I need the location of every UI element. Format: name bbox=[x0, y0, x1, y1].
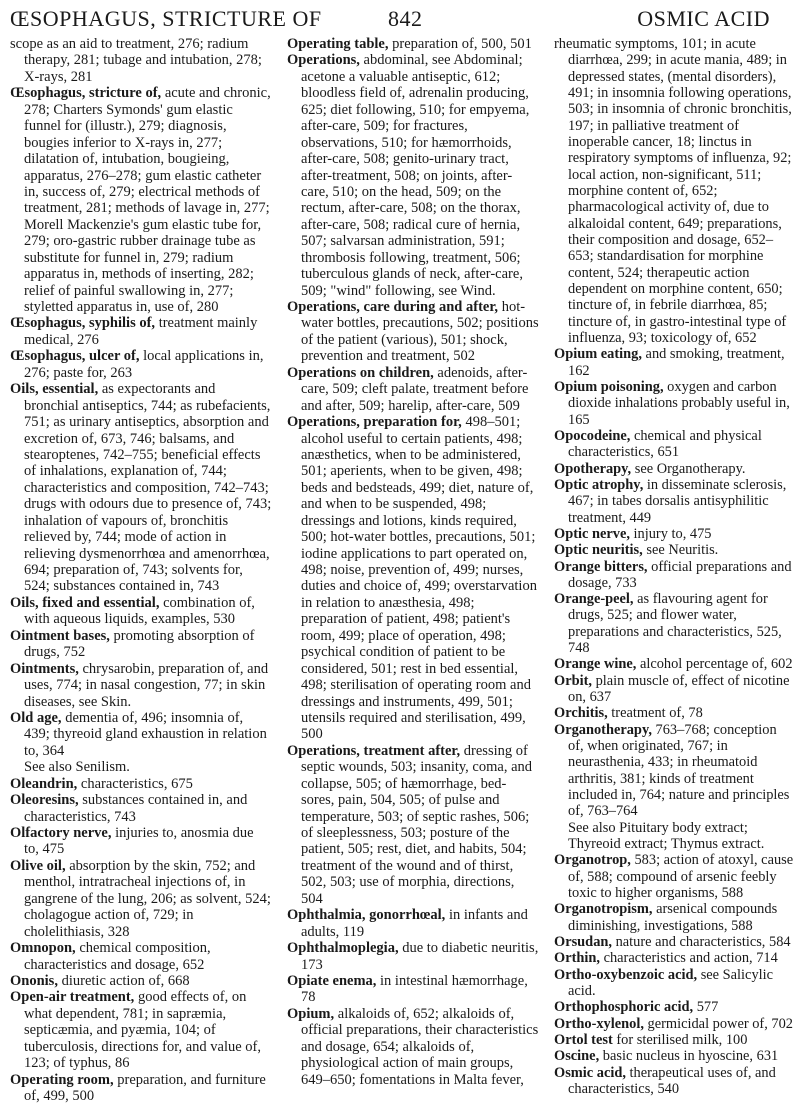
index-headword: Ortol test bbox=[554, 1032, 613, 1049]
index-entry-text: hot-water bottles, precautions, 502; positions of the patient (various), 501; shock, prevention and treatment, 502 bbox=[301, 299, 539, 365]
index-entry bbox=[554, 656, 794, 672]
index-headword: Ortho-oxybenzoic acid, bbox=[554, 966, 698, 983]
index-headword: Operations on children, bbox=[287, 364, 434, 381]
index-entry-text: basic nucleus in hyoscine, 631 bbox=[599, 1048, 779, 1065]
index-entry bbox=[10, 792, 272, 825]
index-headword: Œsophagus, syphilis of, bbox=[10, 315, 156, 332]
index-entry bbox=[287, 365, 539, 414]
index-headword: Operations, bbox=[287, 52, 360, 69]
index-entry-text: treatment of, 78 bbox=[607, 705, 703, 722]
index-entry bbox=[554, 934, 794, 950]
index-entry bbox=[287, 1006, 539, 1088]
index-entry bbox=[554, 1065, 794, 1098]
index-entry-text: injury to, 475 bbox=[629, 525, 712, 542]
index-entry bbox=[10, 661, 272, 710]
index-entry-text: good effects of, on what dependent, 781; in sapræmia, septicæmia, and pyæmia, 104; of tuberculosis, directions for, and value of, 123; of typhus, 86 bbox=[24, 989, 261, 1072]
index-entry-text: diuretic action of, 668 bbox=[57, 972, 190, 989]
index-entry-text: injuries to, anosmia due to, 475 bbox=[24, 825, 254, 858]
index-entry bbox=[10, 348, 272, 381]
index-headword: Œsophagus, stricture of, bbox=[10, 85, 162, 102]
index-headword: Organotropism, bbox=[554, 901, 653, 918]
index-headword: Opocodeine, bbox=[554, 427, 631, 444]
index-entry-text: and smoking, treatment, 162 bbox=[568, 346, 785, 379]
index-entry bbox=[554, 477, 794, 526]
index-headword: Olfactory nerve, bbox=[10, 825, 112, 841]
index-entry bbox=[287, 973, 539, 1006]
index-column-2 bbox=[287, 36, 539, 1088]
index-entry-text: in disseminate sclerosis, 467; in tabes dorsalis antisyphilitic treatment, 449 bbox=[568, 476, 787, 526]
index-entry bbox=[10, 315, 272, 348]
index-entry-text: local applications in, 276; paste for, 263 bbox=[24, 348, 264, 381]
index-entry-text: chemical and physical characteristics, 651 bbox=[568, 427, 762, 461]
index-headword: Operating table, bbox=[287, 36, 389, 52]
index-headword: Opium, bbox=[287, 1005, 335, 1022]
index-entry-text: 498–501; alcohol useful to certain patients, 498; anæsthetics, when to be administered, 501; aperients, when to be given, 498; beds and bedsteads, 499; diet, nature of, and when to be suspended, 498; dressings and lotions, kinds required, 500; hot-water bottles, precautions, 501; iodine applications to part operated on, 498; noise, prevention of, 499; nurses, duties and choice of, 499; overstarvation in relation to anæsthesia, 498; preparation of patient, 498; patient's room, 499; place of operation, 498; psychical condition of patient to be considered, 501; rest in bed essential, 498; sterilisation of operating room and dressings and instruments, 499, 501; utensils required and sterilisation, 499, 500 bbox=[301, 414, 537, 743]
index-entry-text: see Neuritis. bbox=[642, 542, 719, 559]
index-entry bbox=[10, 595, 272, 628]
index-headword: Organotrop, bbox=[554, 852, 631, 869]
index-headword: Operating room, bbox=[10, 1071, 114, 1088]
index-entry bbox=[10, 1072, 272, 1105]
index-entry bbox=[554, 428, 794, 461]
index-entry-text: characteristics, 675 bbox=[77, 775, 193, 792]
index-entry bbox=[10, 381, 272, 595]
index-headword: Orchitis, bbox=[554, 705, 608, 722]
index-entry bbox=[10, 776, 272, 792]
index-entry bbox=[554, 967, 794, 1000]
index-entry-text: plain muscle of, effect of nicotine on, 637 bbox=[568, 672, 790, 706]
index-headword: Orsudan, bbox=[554, 934, 612, 951]
index-entry-text: 577 bbox=[693, 999, 719, 1016]
index-headword: Ointments, bbox=[10, 660, 79, 677]
index-entry bbox=[10, 36, 272, 85]
index-entry-text: for sterilised milk, 100 bbox=[612, 1032, 748, 1049]
index-headword: Ononis, bbox=[10, 972, 58, 989]
index-entry-text: see Salicylic acid. bbox=[568, 966, 774, 1000]
index-entry bbox=[10, 85, 272, 315]
index-headword: Operations, treatment after, bbox=[287, 742, 461, 759]
index-entry-text: as flavouring agent for drugs, 525; and flower water, preparations and characteristics, 525, 748 bbox=[568, 591, 782, 657]
index-headword: Orthophosphoric acid, bbox=[554, 999, 694, 1016]
page-number: 842 bbox=[388, 6, 423, 31]
index-entry-text: alcohol percentage of, 602 bbox=[636, 656, 793, 673]
index-headword: Ophthalmia, gonorrhœal, bbox=[287, 907, 446, 924]
index-entry bbox=[554, 705, 794, 721]
index-entry-text: dressing of septic wounds, 503; insanity, coma, and collapse, 505; of hæmorrhage, bed-sores, pain, 504, 505; of pulse and temperature, 503; of septic rashes, 506; of sleeplessness, 503; posture of the patient, 505; rest, diet, and habits, 504; treatment of the wound and of thirst, 502, 503; use of morphia, directions, 504 bbox=[301, 742, 533, 907]
index-entry bbox=[554, 1048, 794, 1064]
index-entry-text: dementia of, 496; insomnia of, 439; thyreoid gland exhaustion in relation to, 364 See also Senilism. bbox=[24, 709, 267, 776]
index-entry bbox=[287, 743, 539, 907]
index-entry-text: absorption by the skin, 752; and menthol, intratracheal injections of, in gangrene of the lung, 206; as solvent, 524; cholagogue action of, 729; in cholelithiasis, 328 bbox=[24, 857, 271, 940]
index-entry-text: characteristics and action, 714 bbox=[599, 950, 778, 967]
index-entry bbox=[554, 852, 794, 901]
index-entry-text: treatment mainly medical, 276 bbox=[24, 315, 258, 348]
index-entry bbox=[554, 673, 794, 706]
index-column-3 bbox=[554, 36, 794, 1097]
index-headword: Œsophagus, ulcer of, bbox=[10, 348, 140, 365]
index-headword: Optic nerve, bbox=[554, 525, 630, 542]
index-headword: Olive oil, bbox=[10, 857, 66, 874]
index-headword: Oils, fixed and essential, bbox=[10, 594, 160, 611]
index-headword: Ophthalmoplegia, bbox=[287, 940, 399, 957]
index-headword: Ortho-xylenol, bbox=[554, 1015, 644, 1032]
index-entry-text: as expectorants and bronchial antiseptics, 744; as rubefacients, 751; as urinary antiseptics, absorption and excretion of, 673, 746; balsams, and stearoptenes, 742–755; beneficial effects of inhalations, explanation of, 744; characteristics and composition, 742–743; drugs with odours due to presence of, 743; inhalation of vapours of, bronchitis relieved by, 744; mode of action in relieving dysmenorrhœa and amenorrhœa, 694; preparation of, 743; solvents for, 524; substances contained in, 743 bbox=[24, 381, 272, 595]
index-entry-text: arsenical compounds diminishing, investigations, 588 bbox=[568, 901, 778, 934]
index-entry bbox=[554, 526, 794, 542]
index-entry bbox=[554, 379, 794, 428]
running-head-left: ŒSOPHAGUS, STRICTURE OF bbox=[10, 6, 322, 31]
index-headword: Operations, care during and after, bbox=[287, 299, 499, 315]
running-head-right: OSMIC ACID bbox=[637, 6, 770, 31]
index-entry bbox=[10, 989, 272, 1071]
index-headword: Operations, preparation for, bbox=[287, 414, 462, 431]
index-headword: Open-air treatment, bbox=[10, 989, 135, 1006]
index-entry bbox=[287, 907, 539, 940]
index-entry-text: alkaloids of, 652; alkaloids of, official preparations, their characteristics and dosage, 654; alkaloids of, physiological action of main groups, 649–650; fomentations in Malta fever, bbox=[301, 1005, 539, 1088]
index-headword: Orthin, bbox=[554, 950, 600, 967]
index-entry-text: in infants and adults, 119 bbox=[301, 907, 528, 940]
index-headword: Oscine, bbox=[554, 1048, 600, 1065]
index-headword: Opium eating, bbox=[554, 346, 642, 363]
index-entry bbox=[554, 36, 794, 346]
index-entry-text: abdominal, see Abdominal; acetone a valuable antiseptic, 612; bloodless field of, adrenalin producing, 625; diet following, 510; for empyema, after-care, 509; for fractures, observations, 510; for hæmorrhoids, after-care, 508; genito-urinary tract, after-treatment, 508; on joints, after-care, 510; on the head, 509; on the rectum, after-care, 508; on the thorax, after-care, 508; radical cure of hernia, 507; salvarsan administration, 591; thrombosis following, treatment, 506; tuberculous glands of neck, after-care, 509; "wind" following, see Wind. bbox=[301, 52, 530, 299]
index-entry bbox=[554, 1032, 794, 1048]
index-entry bbox=[554, 559, 794, 592]
index-entry-text: chemical composition, characteristics and dosage, 652 bbox=[24, 940, 211, 973]
index-entry bbox=[554, 542, 794, 558]
index-entry-text: combination of, with aqueous liquids, examples, 530 bbox=[24, 594, 255, 628]
index-entry bbox=[287, 36, 539, 52]
index-headword: Opotherapy, bbox=[554, 460, 632, 477]
index-headword: Orange-peel, bbox=[554, 591, 634, 608]
index-entry-text: nature and characteristics, 584 bbox=[611, 934, 791, 951]
index-headword: Ointment bases, bbox=[10, 627, 110, 644]
page-header bbox=[10, 6, 790, 36]
index-entry bbox=[287, 414, 539, 743]
index-entry-text: oxygen and carbon dioxide inhalations probably useful in, 165 bbox=[568, 378, 790, 428]
index-entry bbox=[554, 999, 794, 1015]
index-entry-text: rheumatic symptoms, 101; in acute diarrhœa, 299; in acute mania, 489; in depressed states, (mental disorders), 491; in insomnia following operations, 503; in insomnia of chronic bronchitis, 197; in palliative treatment of inoperable cancer, 18; linctus in respiratory symptoms of influenza, 92; local action, non-significant, 511; morphine content of, 652; pharmacological activity of, due to alkaloidal content, 649; preparations, their composition and dosage, 652–653; standardisation for morphine content, 524; therapeutic action dependent on morphine content, 650; tincture of, in febrile diarrhœa, 85; tincture of, in gastro-intestinal type of influenza, 93; toxicology of, 652 bbox=[554, 36, 792, 346]
index-entry-text: 583; action of atoxyl, cause of, 588; compound of arsenic feebly toxic to higher organisms, 588 bbox=[568, 852, 794, 902]
index-headword: Organotherapy, bbox=[554, 721, 652, 738]
index-entry-text: official preparations and dosage, 733 bbox=[568, 558, 792, 591]
index-entry bbox=[554, 346, 794, 379]
index-entry bbox=[10, 940, 272, 973]
index-headword: Orange bitters, bbox=[554, 558, 648, 575]
index-headword: Opium poisoning, bbox=[554, 378, 664, 395]
index-entry-text: substances contained in, and characteristics, 743 bbox=[24, 792, 248, 825]
index-entry bbox=[554, 722, 794, 853]
index-entry bbox=[10, 710, 272, 776]
index-entry bbox=[287, 940, 539, 973]
index-entry-text: see Organotherapy. bbox=[631, 460, 746, 477]
index-entry bbox=[10, 858, 272, 940]
index-entry-text: preparation of, 500, 501 bbox=[388, 36, 532, 52]
index-headword: Optic atrophy, bbox=[554, 476, 644, 493]
index-entry bbox=[554, 591, 794, 656]
index-entry-text: germicidal power of, 702 bbox=[643, 1015, 793, 1032]
index-entry-text: therapeutical uses of, and characteristics, 540 bbox=[568, 1064, 776, 1097]
index-entry-text: 763–768; conception of, when originated, 767; in neurasthenia, 433; in rheumatoid arthritis, 381; kinds of treatment included in, 764; nature and principles of, 763–764 See also Pituitary body extract; Thyreoid extract; Thymus extract. bbox=[568, 721, 790, 853]
index-entry-text: scope as an aid to treatment, 276; radium therapy, 281; tubage and intubation, 278; X-rays, 281 bbox=[10, 36, 262, 85]
index-headword: Osmic acid, bbox=[554, 1064, 626, 1081]
index-entry-text: promoting absorption of drugs, 752 bbox=[24, 627, 255, 661]
index-entry bbox=[10, 628, 272, 661]
index-headword: Oleoresins, bbox=[10, 792, 79, 809]
index-entry-text: due to diabetic neuritis, 173 bbox=[301, 940, 539, 973]
index-entry-text: chrysarobin, preparation of, and uses, 774; in nasal congestion, 77; in skin diseases, see Skin. bbox=[24, 660, 269, 710]
index-headword: Omnopon, bbox=[10, 940, 76, 957]
index-headword: Old age, bbox=[10, 709, 62, 726]
index-headword: Oils, essential, bbox=[10, 381, 99, 398]
index-headword: Oleandrin, bbox=[10, 775, 78, 792]
index-entry-text: preparation, and furniture of, 499, 500 bbox=[24, 1071, 266, 1104]
index-entry-text: in intestinal hæmorrhage, 78 bbox=[301, 972, 528, 1006]
index-headword: Orange wine, bbox=[554, 656, 637, 673]
index-entry bbox=[10, 825, 272, 858]
index-entry-text: adenoids, after-care, 509; cleft palate, treatment before and after, 509; harelip, after-care, 509 bbox=[301, 364, 529, 414]
index-entry bbox=[554, 950, 794, 966]
index-entry bbox=[10, 973, 272, 989]
index-entry bbox=[554, 1016, 794, 1032]
index-headword: Optic neuritis, bbox=[554, 542, 643, 559]
index-entry bbox=[287, 299, 539, 365]
index-entry bbox=[554, 901, 794, 934]
index-headword: Orbit, bbox=[554, 672, 592, 689]
index-headword: Opiate enema, bbox=[287, 972, 377, 989]
index-entry bbox=[287, 52, 539, 299]
index-column-1 bbox=[10, 36, 272, 1104]
index-entry-text: acute and chronic, 278; Charters Symonds' gum elastic funnel for (illustr.), 279; diagnosis, bougies inferior to X-rays in, 277; dilatation of, intubation, bougieing, apparatus, 276–278; gum elastic catheter in, success of, 279; electrical methods of treatment, 281; methods of lavage in, 277; Morell Mackenzie's gum elastic tube for, 279; oro-gastric rubber drainage tube as substitute for funnel in, 279; radium apparatus in, methods of inserting, 282; relief of painful swallowing in, 277; styletted apparatus in, use of, 280 bbox=[24, 85, 271, 315]
index-entry bbox=[554, 461, 794, 477]
